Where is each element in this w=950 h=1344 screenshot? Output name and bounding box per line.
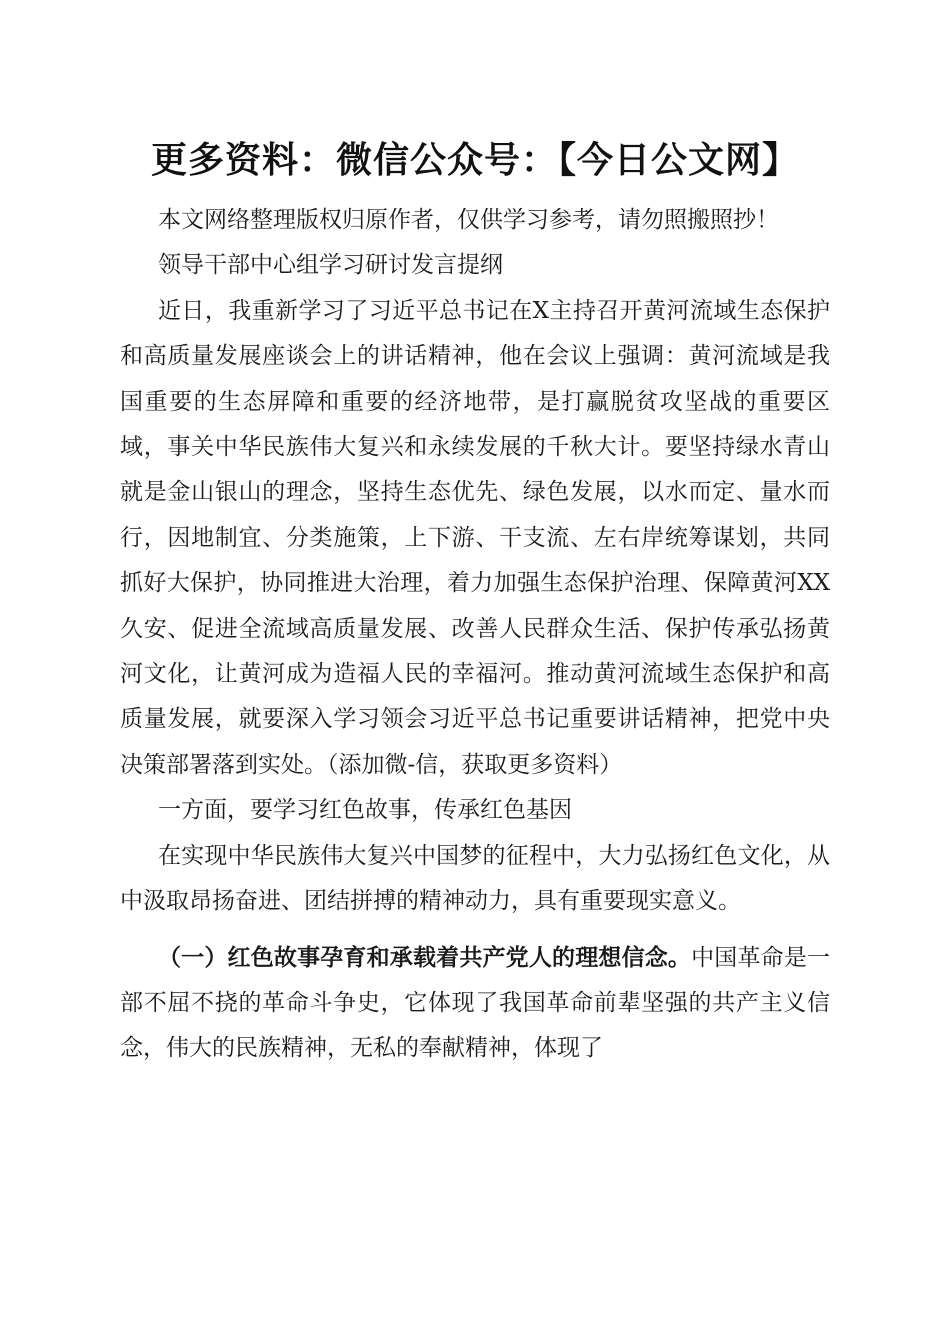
header-title: 更多资料：微信公众号：【今日公文网】 <box>150 139 799 181</box>
subsection-text: 中国革命是一部不屈不挠的革命斗争史，它体现了我国革命前辈坚强的共产主义信念，伟大的民族精神，无私的奉献精神，体现了 <box>120 944 831 1062</box>
paragraph-red-culture: 在实现中华民族伟大复兴中国梦的征程中，大力弘扬红色文化，从中汲取昂扬奋进、团结拼搏的精神动力，具有重要现实意义。 <box>120 842 830 915</box>
paragraph-intro: 近日，我重新学习了习近平总书记在X主持召开黄河流域生态保护和高质量发展座谈会上的讲话精神，他在会议上强调：黄河流域是我国重要的生态屏障和重要的经济地带，是打赢脱贫攻坚战的重要区域，事关中华民族伟大复兴和永续发展的千秋大计。要坚持绿水青山就是金山银山的理念，坚持生态优先、绿色发展，以水而定、量水而行，因地制宜、分类施策，上下游、干支流、左右岸统筹谋划，共同抓好大保护，协同推进大治理，着力加强生态保护治理、保障黄河XX久安、促进全流域高质量发展、改善人民群众生活、保护传承弘扬黄河文化，让黄河成为造福人民的幸福河。推动黄河流域生态保护和高质量发展，就要深入学习领会习近平总书记重要讲话精神，把党中央决策部署落到实处。（添加微-信，获取更多资料） <box>120 297 830 778</box>
subsection-heading: （一）红色故事孕育和承载着共产党人的理想信念。 <box>158 943 692 971</box>
copyright-notice: 本文网络整理版权归原作者，仅供学习参考，请勿照搬照抄！ <box>158 207 779 233</box>
subsection-paragraph <box>120 935 830 1072</box>
document-body <box>120 198 830 1072</box>
section-heading: 一方面，要学习红色故事，传承红色基因 <box>158 797 572 824</box>
document-title: 领导干部中心组学习研讨发言提纲 <box>158 252 503 279</box>
paragraph-spacer <box>120 925 830 935</box>
